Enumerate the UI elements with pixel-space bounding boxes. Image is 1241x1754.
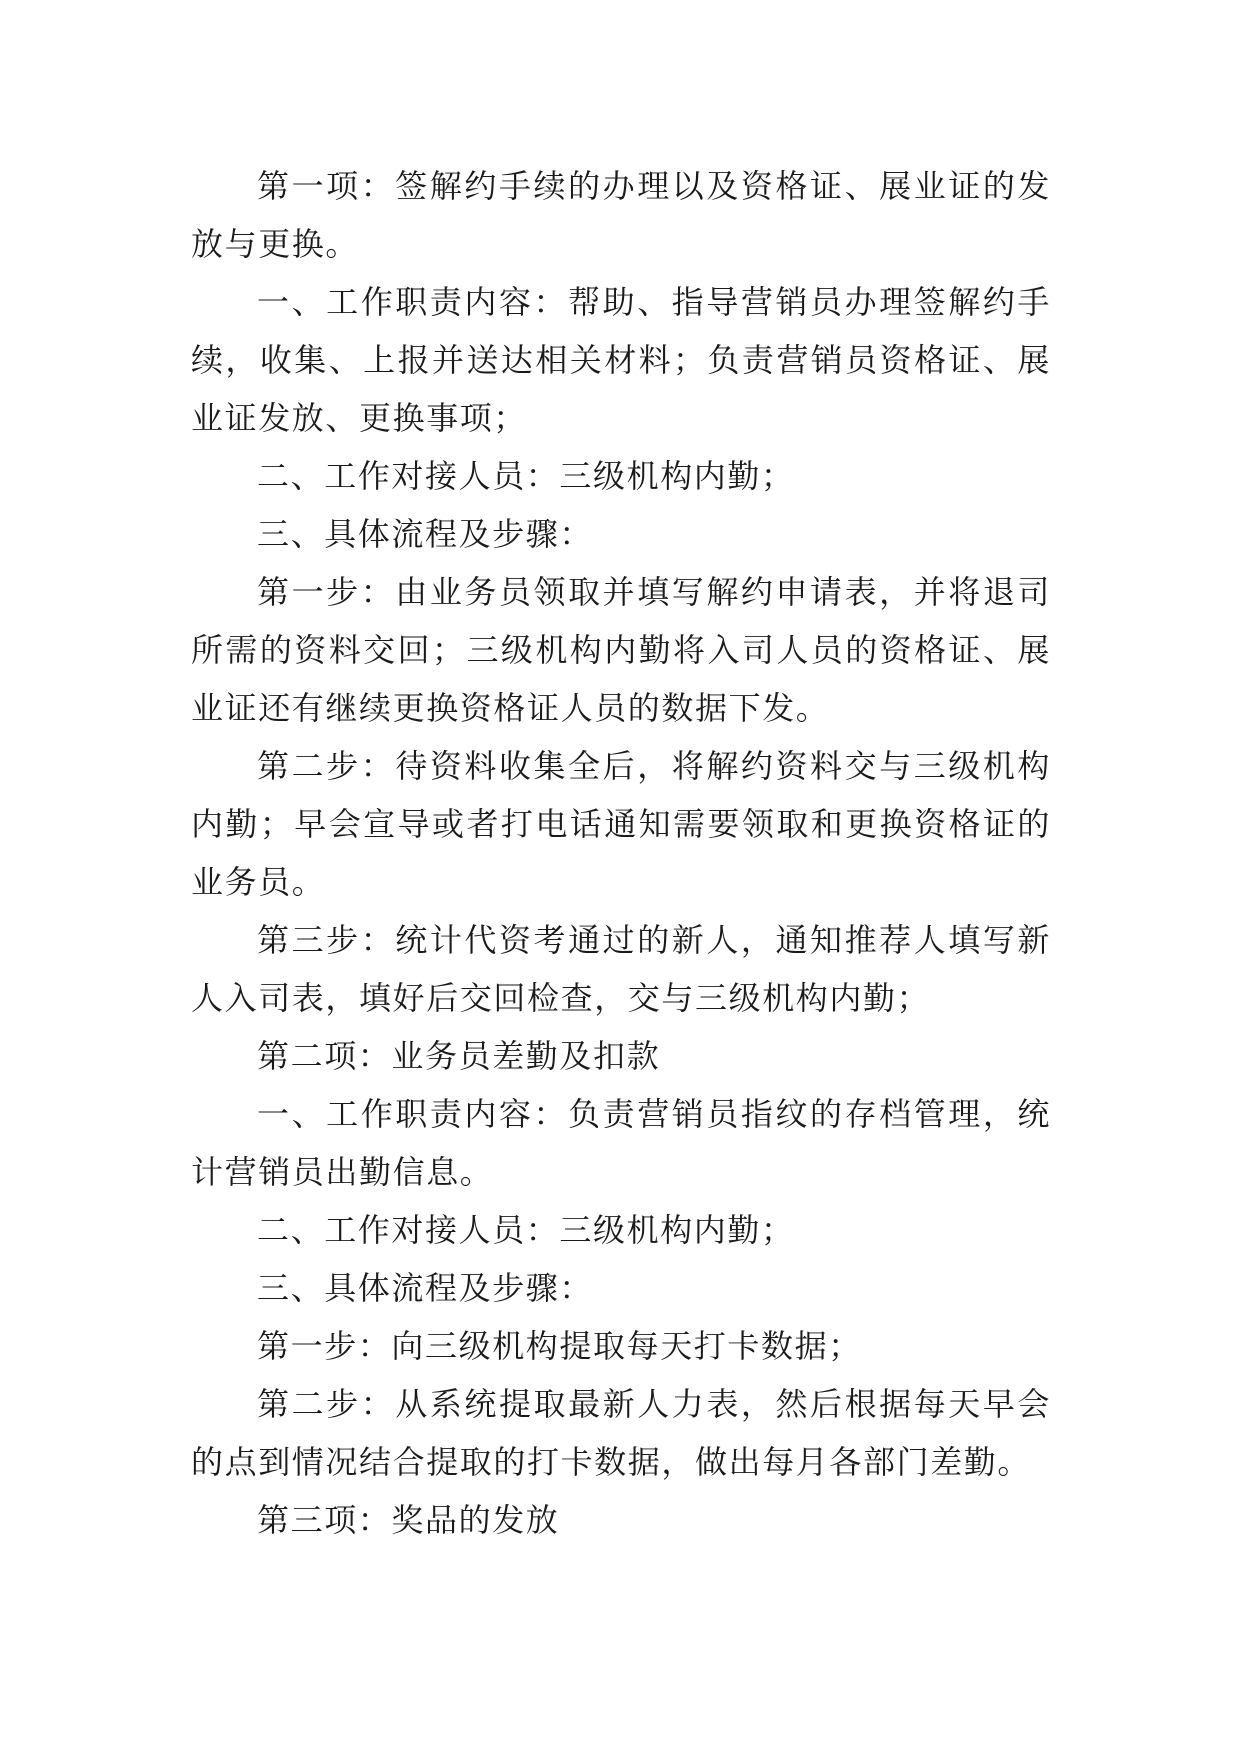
paragraph: 第二项：业务员差勤及扣款 [257,1037,661,1075]
paragraph: 三、具体流程及步骤： [257,1269,594,1307]
paragraph: 一、工作职责内容：负责营销员指纹的存档管理，统计营销员出勤信息。 [191,1095,1051,1191]
paragraph: 二、工作对接人员：三级机构内勤； [257,457,795,495]
paragraph: 第三项：奖品的发放 [257,1501,560,1539]
paragraph: 三、具体流程及步骤： [257,515,594,553]
paragraph: 第二步：从系统提取最新人力表，然后根据每天早会的点到情况结合提取的打卡数据，做出每月各部门差勤。 [191,1385,1051,1481]
document-body [191,157,1051,1549]
paragraph: 第三步：统计代资考通过的新人，通知推荐人填写新人入司表，填好后交回检查，交与三级机构内勤； [191,921,1051,1017]
paragraph: 第一项：签解约手续的办理以及资格证、展业证的发放与更换。 [191,167,1051,263]
paragraph: 一、工作职责内容：帮助、指导营销员办理签解约手续，收集、上报并送达相关材料；负责营销员资格证、展业证发放、更换事项； [191,283,1051,437]
paragraph: 第一步：由业务员领取并填写解约申请表，并将退司所需的资料交回；三级机构内勤将入司人员的资格证、展业证还有继续更换资格证人员的数据下发。 [191,573,1051,727]
paragraph: 第二步：待资料收集全后，将解约资料交与三级机构内勤；早会宣导或者打电话通知需要领取和更换资格证的业务员。 [191,747,1051,901]
paragraph: 二、工作对接人员：三级机构内勤； [257,1211,795,1249]
paragraph: 第一步：向三级机构提取每天打卡数据； [257,1327,862,1365]
